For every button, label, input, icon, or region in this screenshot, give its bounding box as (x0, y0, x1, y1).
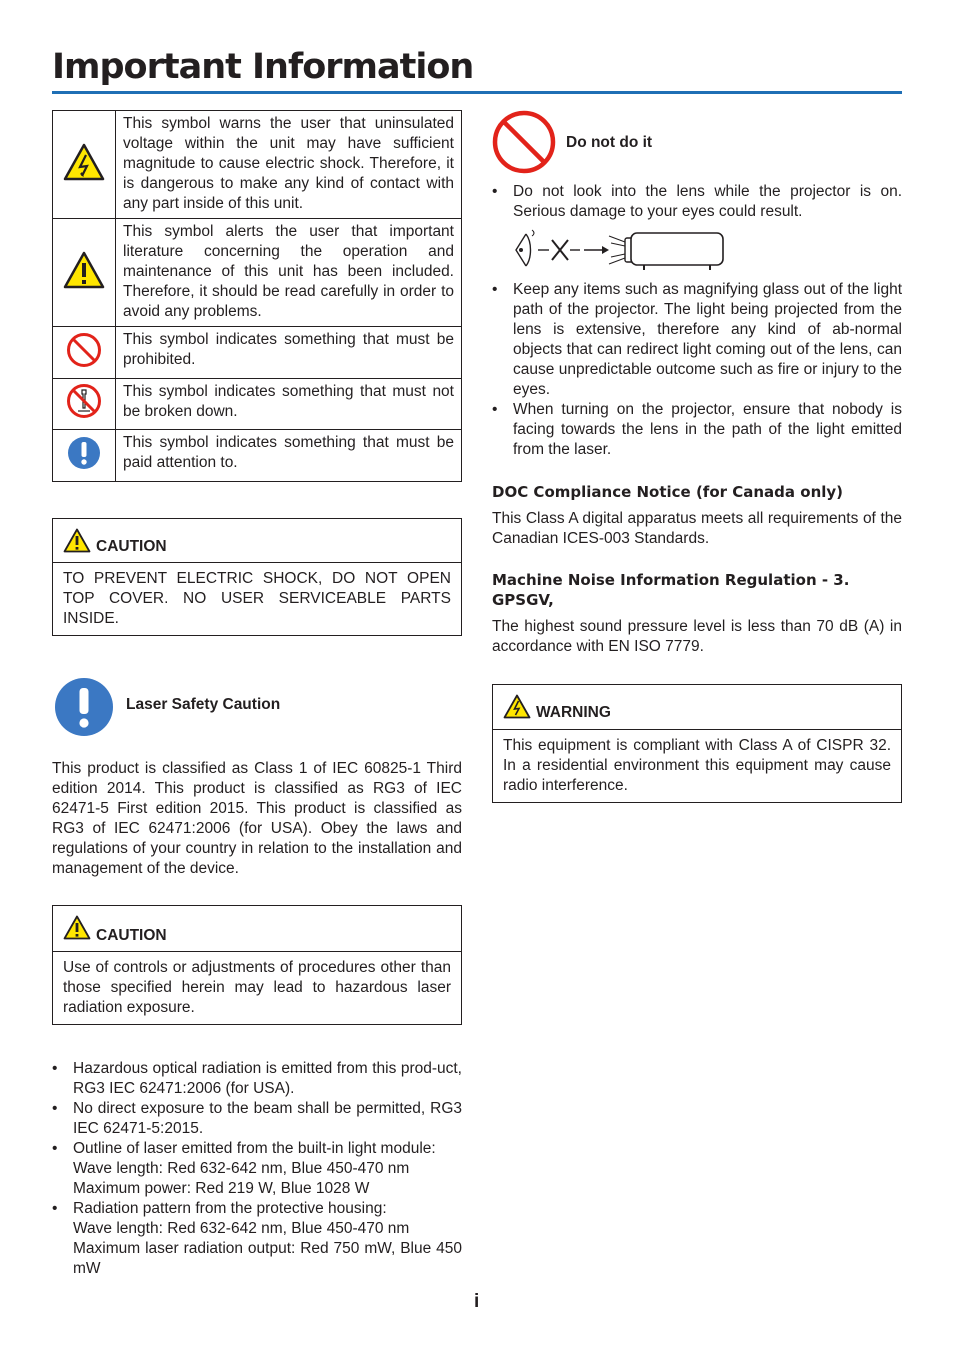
table-row (53, 379, 462, 430)
caution-label: CAUTION (96, 538, 167, 555)
warning-box (492, 684, 902, 803)
caution-box (52, 905, 462, 1025)
caution-label: CAUTION (96, 927, 167, 944)
page-number: i (474, 1291, 480, 1312)
exclamation-warning-icon (63, 251, 105, 289)
warning-triangle-icon (63, 528, 91, 553)
caution-text: Use of controls or adjustments of procedures other than those specified herein may lead to hazardous laser radiation exposure. (63, 959, 451, 1016)
eye-lens-projector-illustration (512, 228, 727, 274)
caution-box (52, 518, 462, 636)
table-row (53, 327, 462, 379)
page-title: Important Information (52, 47, 474, 87)
list-item: • No direct exposure to the beam shall be permitted, RG3 IEC 62471-5:2015. (52, 1099, 462, 1139)
table-row (53, 111, 462, 219)
laser-safety-heading-row (52, 677, 462, 737)
laser-safety-text: This product is classified as Class 1 of IEC 60825-1 Third edition 2014. This product is classified as RG3 of IEC 62471-5 First edition 2015. This product is classified as RG3 of IEC 62471:2006 (for USA). Obey the laws and regulations of your country in relation to the installation and management of the device. (52, 760, 462, 877)
symbols-table (52, 110, 462, 482)
table-cell: This symbol alerts the user that important literature concerning the operation and maintenance of this unit has been included. Therefore, it should be read carefully in order to avoid any problems. (116, 219, 462, 327)
list-item: • Outline of laser emitted from the built-in light module: Wave length: Red 632-642 nm, Blue 450-470 nm Maximum power: Red 219 W, Blue 1028 W (52, 1139, 462, 1199)
laser-bullet-list (52, 1059, 462, 1279)
list-item: • When turning on the projector, ensure that nobody is facing towards the lens in the path of the light emitted from the laser. (492, 400, 902, 460)
attention-icon (54, 677, 114, 737)
table-cell: This symbol warns the user that uninsulated voltage within the unit may have sufficient magnitude to cause electric shock. Therefore, it is dangerous to make any kind of contact with any part inside of this unit. (116, 111, 462, 219)
table-cell: This symbol indicates something that must be paid attention to. (116, 430, 462, 482)
warning-label: WARNING (536, 704, 611, 721)
electric-shock-warning-icon (503, 694, 531, 719)
table-cell: This symbol indicates something that must not be broken down. (116, 379, 462, 430)
do-not-heading-row (492, 110, 902, 174)
prohibited-icon (65, 331, 103, 369)
laser-safety-heading: Laser Safety Caution (126, 696, 281, 713)
electric-shock-warning-icon (63, 143, 105, 181)
do-not-bullet-list-more (492, 280, 902, 460)
do-not-heading: Do not do it (566, 134, 653, 151)
noise-info-text: The highest sound pressure level is less than 70 dB (A) in accordance with EN ISO 7779. (492, 618, 902, 655)
caution-text: TO PREVENT ELECTRIC SHOCK, DO NOT OPEN TOP COVER. NO USER SERVICEABLE PARTS INSIDE. (63, 570, 451, 627)
warning-text: This equipment is compliant with Class A of CISPR 32. In a residential environment this equipment may cause radio interference. (503, 737, 891, 794)
right-column (492, 110, 902, 803)
do-not-disassemble-icon (65, 382, 103, 420)
table-row (53, 219, 462, 327)
do-not-bullet-list (492, 182, 902, 222)
prohibited-icon (492, 110, 556, 174)
list-item: • Keep any items such as magnifying glass out of the light path of the projector. The light being projected from the lens is extensive, therefore any kind of ab-normal objects that can redirect light coming out of the lens, can cause unpredictable outcome such as fire or injury to the eyes. (492, 280, 902, 400)
list-item: • Radiation pattern from the protective housing: Wave length: Red 632-642 nm, Blue 450-470 nm Maximum laser radiation output: Red 750 mW, Blue 450 mW (52, 1199, 462, 1279)
doc-compliance-heading: DOC Compliance Notice (for Canada only) (492, 483, 844, 501)
title-rule (52, 91, 902, 94)
table-cell: This symbol indicates something that must be prohibited. (116, 327, 462, 379)
left-column (52, 110, 462, 1279)
attention-icon (66, 435, 102, 471)
warning-triangle-icon (63, 915, 91, 940)
doc-compliance-text: This Class A digital apparatus meets all requirements of the Canadian ICES-003 Standards. (492, 510, 902, 547)
table-row (53, 430, 462, 482)
noise-info-heading: Machine Noise Information Regulation - 3. GPSGV, (492, 571, 850, 609)
list-item: • Do not look into the lens while the projector is on. Serious damage to your eyes could result. (492, 182, 902, 222)
list-item: • Hazardous optical radiation is emitted from this prod-uct, RG3 IEC 62471:2006 (for USA). (52, 1059, 462, 1099)
